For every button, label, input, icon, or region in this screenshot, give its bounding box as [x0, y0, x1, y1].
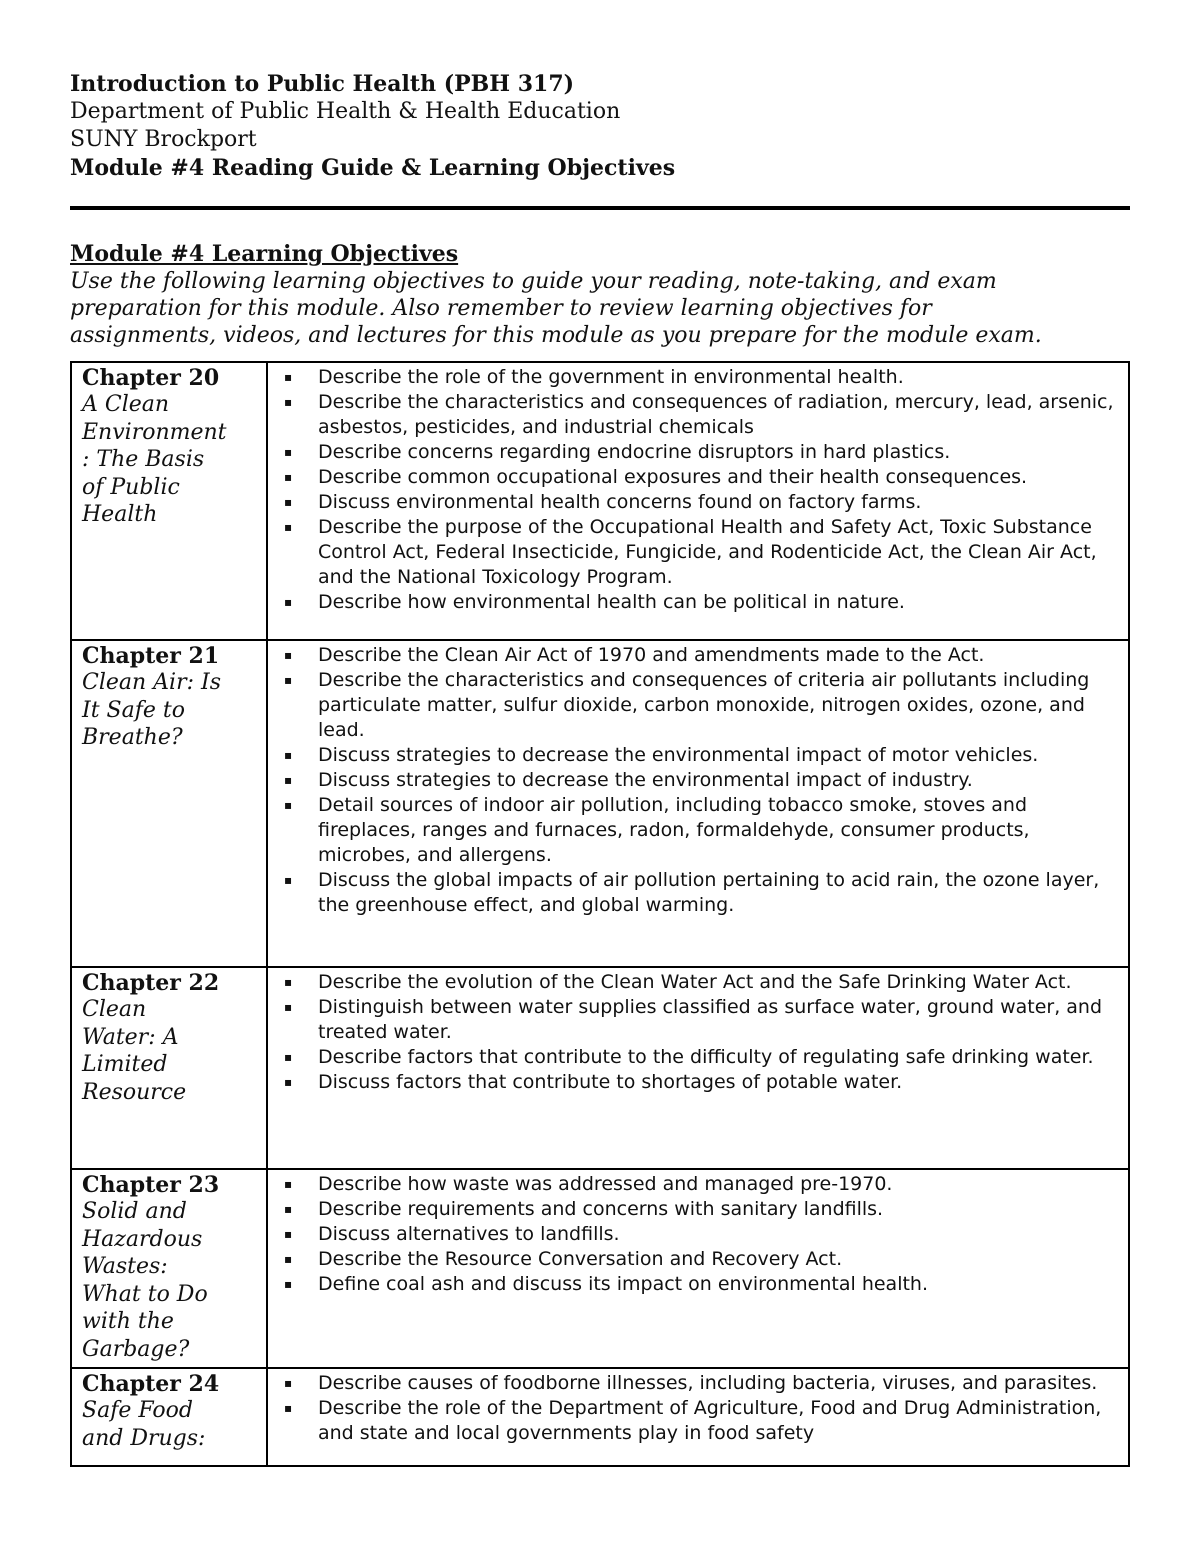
objective-list [280, 1371, 1120, 1446]
objective-text: Discuss factors that contribute to shortages of potable water. [318, 1071, 903, 1093]
objective-text: Describe the Clean Air Act of 1970 and amendments made to the Act. [318, 644, 985, 666]
objectives-cell [267, 362, 1129, 640]
chapter-title-line: Water: A [82, 1024, 179, 1050]
objective-item [280, 643, 1120, 668]
objective-item [280, 1222, 1120, 1247]
bullet-icon: ▪ [284, 1075, 293, 1089]
bullet-icon: ▪ [284, 1376, 293, 1390]
objective-item [280, 390, 1120, 440]
chapter-title-line: Wastes: [82, 1254, 168, 1279]
objectives-cell [267, 967, 1129, 1169]
document-page [70, 70, 1130, 1467]
objective-text: Discuss environmental health concerns found on factory farms. [318, 491, 922, 513]
objective-item [280, 1272, 1120, 1297]
objective-list [280, 643, 1120, 918]
objective-item [280, 1371, 1120, 1396]
chapter-title-line: with the [82, 1309, 174, 1334]
chapter-title-line: and Drugs: [82, 1425, 206, 1451]
intro-line: assignments, videos, and lectures for this module as you prepare for the module exam. [70, 323, 1042, 348]
intro-line: Use the following learning objectives to guide your reading, note-taking, and exam [70, 269, 997, 294]
chapter-title-line: Environment [82, 419, 227, 445]
objective-text: Describe the role of the Department of Agriculture, Food and Drug Administration, and state and local governments play in food safety [318, 1397, 1102, 1444]
bullet-icon: ▪ [284, 445, 293, 459]
objective-text: Describe the evolution of the Clean Water Act and the Safe Drinking Water Act. [318, 971, 1072, 993]
objective-text: Describe the characteristics and consequences of radiation, mercury, lead, arsenic, asbestos, pesticides, and industrial chemicals [318, 391, 1114, 438]
department-name: Department of Public Health & Health Education [70, 99, 621, 124]
chapter-number: Chapter 21 [82, 643, 220, 669]
chapter-cell [71, 640, 267, 967]
objective-text: Distinguish between water supplies classified as surface water, ground water, and treated water. [318, 996, 1103, 1043]
objective-item [280, 490, 1120, 515]
objective-item [280, 590, 1120, 615]
objectives-table [70, 361, 1130, 1467]
header-divider [70, 206, 1130, 210]
objective-text: Describe the Resource Conversation and Recovery Act. [318, 1248, 843, 1270]
chapter-title-line: What to Do [82, 1281, 208, 1307]
section-title: Module #4 Learning Objectives [70, 241, 459, 267]
section-intro [70, 268, 1130, 349]
chapter-cell [71, 1169, 267, 1368]
objective-item [280, 1197, 1120, 1222]
school-name: SUNY Brockport [70, 127, 257, 152]
chapter-row [71, 362, 1129, 640]
objective-text: Describe the role of the government in environmental health. [318, 366, 904, 388]
chapter-cell [71, 362, 267, 640]
objective-text: Describe concerns regarding endocrine disruptors in hard plastics. [318, 441, 951, 463]
bullet-icon: ▪ [284, 370, 293, 384]
objectives-cell [267, 1368, 1129, 1466]
objective-item [280, 440, 1120, 465]
objective-text: Describe factors that contribute to the difficulty of regulating safe drinking water. [318, 1046, 1094, 1068]
objective-text: Describe requirements and concerns with sanitary landfills. [318, 1198, 884, 1220]
objective-item [280, 515, 1120, 590]
chapter-title-line: Hazardous [82, 1226, 203, 1252]
bullet-icon: ▪ [284, 1401, 293, 1415]
chapter-title-line: Limited [82, 1052, 168, 1077]
chapter-title-line: It Safe to [82, 697, 185, 723]
objectives-cell [267, 1169, 1129, 1368]
bullet-icon: ▪ [284, 520, 293, 534]
chapter-title-line: Health [82, 502, 158, 527]
chapter-title-line: Garbage? [82, 1336, 190, 1362]
bullet-icon: ▪ [284, 395, 293, 409]
bullet-icon: ▪ [284, 1177, 293, 1191]
bullet-icon: ▪ [284, 1227, 293, 1241]
objective-text: Detail sources of indoor air pollution, including tobacco smoke, stoves and fireplaces, ranges and furnaces, radon, formaldehyde, consumer products, microbes, and allergens. [318, 794, 1030, 866]
bullet-icon: ▪ [284, 1000, 293, 1014]
objective-text: Describe common occupational exposures and their health consequences. [318, 466, 1028, 488]
objective-text: Discuss the global impacts of air pollution pertaining to acid rain, the ozone layer, the greenhouse effect, and global warming. [318, 869, 1100, 916]
bullet-icon: ▪ [284, 1252, 293, 1266]
objective-list [280, 970, 1120, 1095]
chapter-title-line: Resource [82, 1079, 187, 1105]
objective-list [280, 1172, 1120, 1297]
objective-text: Discuss strategies to decrease the environmental impact of motor vehicles. [318, 744, 1039, 766]
objective-item [280, 1070, 1120, 1095]
chapter-number: Chapter 24 [82, 1371, 220, 1397]
chapter-title-line: Safe Food [82, 1398, 193, 1423]
objectives-cell [267, 640, 1129, 967]
bullet-icon: ▪ [284, 748, 293, 762]
objective-item [280, 793, 1120, 868]
bullet-icon: ▪ [284, 1202, 293, 1216]
bullet-icon: ▪ [284, 798, 293, 812]
bullet-icon: ▪ [284, 1050, 293, 1064]
objective-item [280, 465, 1120, 490]
objective-item [280, 1172, 1120, 1197]
objective-text: Describe how environmental health can be political in nature. [318, 591, 905, 613]
document-header [70, 70, 1130, 182]
chapter-row [71, 1368, 1129, 1466]
chapter-title-line: Clean Air: Is [82, 670, 221, 695]
bullet-icon: ▪ [284, 975, 293, 989]
bullet-icon: ▪ [284, 873, 293, 887]
objective-item [280, 1247, 1120, 1272]
bullet-icon: ▪ [284, 495, 293, 509]
chapter-title-line: Clean [82, 997, 147, 1022]
bullet-icon: ▪ [284, 595, 293, 609]
chapter-row [71, 1169, 1129, 1368]
objective-item [280, 365, 1120, 390]
bullet-icon: ▪ [284, 673, 293, 687]
objective-item [280, 668, 1120, 743]
chapter-number: Chapter 22 [82, 970, 220, 996]
objective-list [280, 365, 1120, 615]
chapter-number: Chapter 20 [82, 365, 220, 391]
bullet-icon: ▪ [284, 648, 293, 662]
objective-item [280, 768, 1120, 793]
chapter-cell [71, 967, 267, 1169]
objective-item [280, 970, 1120, 995]
objective-text: Describe the purpose of the Occupational Health and Safety Act, Toxic Substance Control Act, Federal Insecticide, Fungicide, and Rodenticide Act, the Clean Air Act, and the National Toxicology Program. [318, 516, 1097, 588]
chapter-title-line: of Public [82, 474, 180, 500]
bullet-icon: ▪ [284, 1277, 293, 1291]
bullet-icon: ▪ [284, 470, 293, 484]
objective-item [280, 868, 1120, 918]
objective-item [280, 743, 1120, 768]
chapter-title-line: : The Basis [82, 447, 205, 472]
objective-text: Describe how waste was addressed and managed pre-1970. [318, 1173, 893, 1195]
objective-item [280, 1396, 1120, 1446]
chapter-title-line: A Clean [82, 392, 170, 417]
course-title: Introduction to Public Health (PBH 317) [70, 71, 575, 97]
chapter-title-line: Solid and [82, 1199, 187, 1224]
objective-text: Describe causes of foodborne illnesses, including bacteria, viruses, and parasites. [318, 1372, 1098, 1394]
module-title: Module #4 Reading Guide & Learning Objectives [70, 155, 676, 181]
chapter-row [71, 640, 1129, 967]
bullet-icon: ▪ [284, 773, 293, 787]
objective-item [280, 995, 1120, 1045]
objective-text: Discuss strategies to decrease the environmental impact of industry. [318, 769, 973, 791]
objective-item [280, 1045, 1120, 1070]
chapter-title-line: Breathe? [82, 725, 183, 750]
objective-text: Discuss alternatives to landfills. [318, 1223, 620, 1245]
objective-text: Describe the characteristics and consequences of criteria air pollutants including particulate matter, sulfur dioxide, carbon monoxide, nitrogen oxides, ozone, and lead. [318, 669, 1090, 741]
chapter-cell [71, 1368, 267, 1466]
chapter-row [71, 967, 1129, 1169]
intro-line: preparation for this module. Also remember to review learning objectives for [70, 296, 932, 321]
objective-text: Define coal ash and discuss its impact on environmental health. [318, 1273, 929, 1295]
chapter-number: Chapter 23 [82, 1172, 220, 1198]
